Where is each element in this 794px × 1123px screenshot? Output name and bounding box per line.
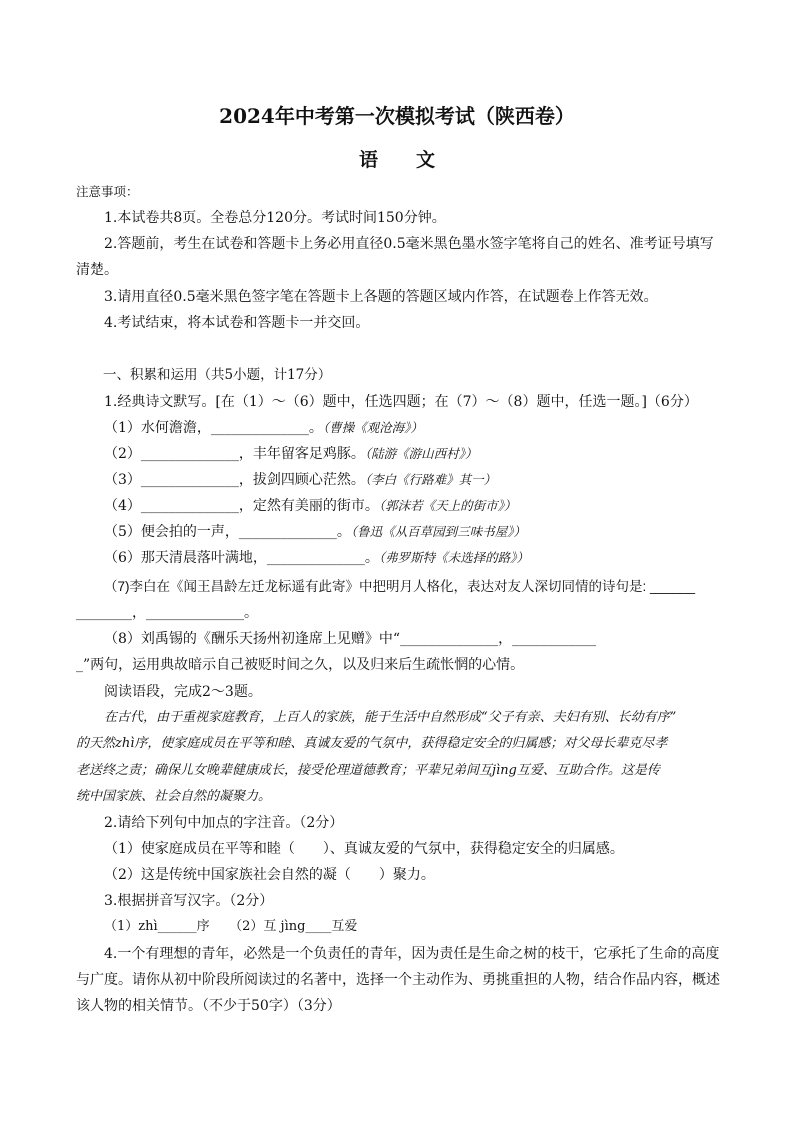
q4-line-1: 4.一个有理想的青年，必然是一个负责任的青年，因为责任是生命之树的枝干，它承托了生命的高度 xyxy=(104,946,720,962)
q2-item-1: （1）使家庭成员在平等和睦（ ）、真诚友爱的气氛中，获得稳定安全的归属感。 xyxy=(104,841,624,857)
q3-items: （1）zhì______序 （2）互 jìng____互爱 xyxy=(104,919,358,934)
notice-item-1: 1.本试卷共8页。全卷总分120分。考试时间150分钟。 xyxy=(104,210,446,226)
q1-item-6: （6）那天清晨落叶满地，______________。（弗罗斯特《未选择的路》） xyxy=(104,550,529,566)
reading-intro: 阅读语段，完成2～3题。 xyxy=(104,684,262,700)
passage-line-2: 的天然zhì序，使家庭成员在平等和睦、真诚友爱的气氛中，获得稳定安全的归属感；对父母长辈克尽孝 xyxy=(76,736,668,751)
notice-item-4: 4.考试结束，将本试卷和答题卡一并交回。 xyxy=(104,315,370,331)
q1-item-1: （1）水何澹澹，______________。（曹操《观沧海》） xyxy=(104,420,423,436)
q2-item-2: （2）这是传统中国家族社会自然的凝（ ）聚力。 xyxy=(104,867,435,883)
q2-stem: 2.请给下列句中加点的字注音。（2分） xyxy=(104,815,344,831)
notice-item-3: 3.请用直径0.5毫米黑色签字笔在答题卡上各题的答题区域内作答，在试题卷上作答无效。 xyxy=(104,289,658,305)
passage-line-1: 在古代，由于重视家庭教育，上百人的家族，能于生活中自然形成“父子有亲、夫妇有别、长幼有序” xyxy=(104,710,677,725)
q1-item-7-line1: （7)李白在《闻王昌龄左迁龙标遥有此寄》中把明月人格化，表达对友人深切同情的诗句是: ______ xyxy=(104,579,696,594)
notice-item-2: 2.答题前，考生在试卷和答题卡上务必用直径0.5毫米黑色墨水签字笔将自己的姓名、准考证号填写 xyxy=(104,236,714,252)
section-heading: 一、积累和运用（共5小题，计17分） xyxy=(103,367,332,383)
q1-item-5: （5）便会拍的一声，______________。（鲁迅《从百草园到三味书屋》） xyxy=(104,524,526,540)
q1-stem: 1.经典诗文默写。[在（1）～（6）题中，任选四题；在（7）～（8）题中，任选一题。]（6分） xyxy=(104,394,698,410)
q1-item-4: （4）______________，定然有美丽的街市。（郭沫若《天上的街市》） xyxy=(104,498,517,514)
q1-item-7-line2: ________，______________。 xyxy=(76,605,258,621)
q1-item-8-line1: （8）刘禹锡的《酬乐天扬州初逢席上见赠》中“______________，____________ xyxy=(104,631,597,647)
subject-title: 语 文 xyxy=(358,149,435,171)
q1-item-8-line2: _”两句，运用典故暗示自己被贬时间之久，以及归来后生疏怅惘的心情。 xyxy=(76,657,525,673)
q4-line-3: 该人物的相关情节。（不少于50字）（3分） xyxy=(76,998,341,1014)
q3-stem: 3.根据拼音写汉字。（2分） xyxy=(104,893,274,909)
q1-item-2: （2）______________，丰年留客足鸡豚。（陆游《游山西村》） xyxy=(104,446,478,462)
notice-heading: 注意事项： xyxy=(76,185,139,199)
exam-title: 2024年中考第一次模拟考试（陕西卷） xyxy=(219,104,575,128)
notice-item-2-cont: 清楚。 xyxy=(76,262,118,278)
passage-line-3: 老送终之责；确保儿女晚辈健康成长，接受伦理道德教育；平辈兄弟间互jìng互爱、互助合作。这是传 xyxy=(76,763,660,778)
passage-line-4: 统中国家族、社会自然的凝聚力。 xyxy=(76,789,272,804)
q4-line-2: 与广度。请你从初中阶段所阅读过的名著中，选择一个主动作为、勇挑重担的人物，结合作品内容，概述 xyxy=(76,972,720,988)
q1-item-3: （3）______________，拔剑四顾心茫然。（李白《行路难》其一） xyxy=(104,472,497,488)
